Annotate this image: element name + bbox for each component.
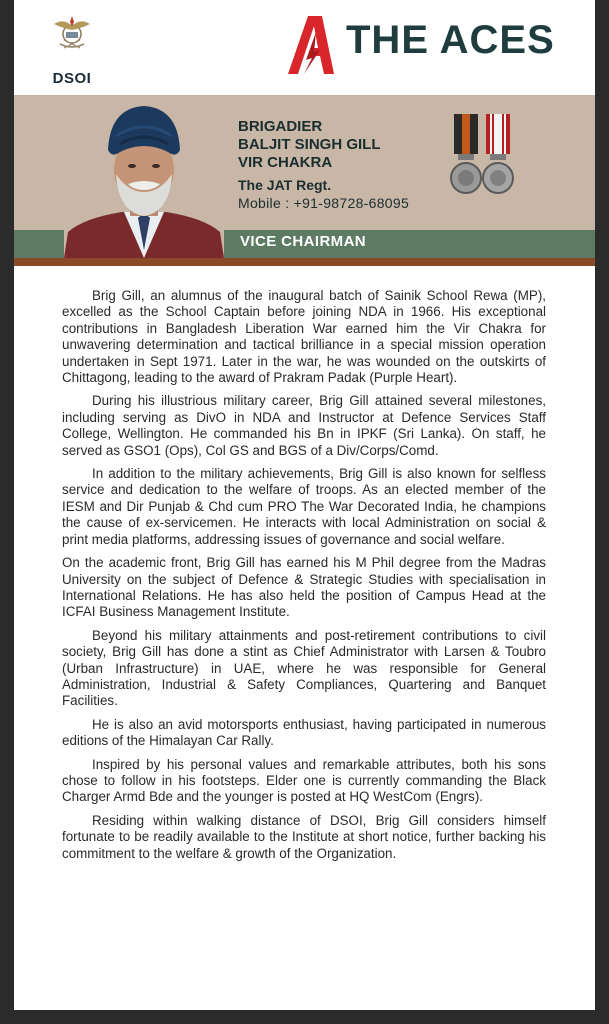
aces-a-logo-icon	[286, 14, 336, 76]
portrait-photo	[64, 100, 224, 258]
accent-divider	[14, 258, 595, 266]
biography-text	[62, 288, 546, 869]
bio-paragraph: During his illustrious military career, Brig Gill attained several milestones, including serving as DivO in NDA and Instructor at Defence Services Staff College, Wellington. He commanded his Bn in IPKF (Sri Lanka). On staff, he served as GSO1 (Ops), Col GS and BGS of a Div/Corps/Comd.	[62, 393, 546, 458]
role-title: VICE CHAIRMAN	[240, 233, 367, 250]
brand-title: THE ACES	[346, 18, 555, 62]
dsoi-logo	[42, 8, 102, 88]
bio-paragraph: On the academic front, Brig Gill has earned his M Phil degree from the Madras University on the subject of Defence & Strategic Studies with specialisation in International Relations. He has also held the position of Campus Head at the ICFAI Business Management Institute.	[62, 555, 546, 620]
bio-paragraph: Inspired by his personal values and remarkable attributes, both his sons chose to follow in his footsteps. Elder one is currently commanding the Black Charger Armd Bde and the younger is posted at HQ WestCom (Engrs).	[62, 756, 546, 805]
bottom-frame	[0, 1010, 609, 1024]
rank-name-block	[238, 118, 381, 172]
bio-paragraph: He is also an avid motorsports enthusiast, having participated in numerous editions of the Himalayan Car Rally.	[62, 716, 546, 749]
dsoi-label: DSOI	[52, 70, 92, 87]
bio-paragraph: Residing within walking distance of DSOI, Brig Gill considers himself fortunate to be readily available to the Institute at short notice, further backing his commitment to the welfare & growth of the Organization.	[62, 812, 546, 861]
bio-paragraph: Beyond his military attainments and post-retirement contributions to civil society, Brig Gill has done a stint as Chief Administrator with Larsen & Toubro (Urban Infrastructure) in UAE, where he was responsible for General Administration, Industrial & Safety Compliances, Quartering and Banquet Facilities.	[62, 627, 546, 709]
name-line: BALJIT SINGH GILL	[238, 136, 381, 153]
regiment-label: The JAT Regt.	[238, 177, 332, 193]
medals-icon	[450, 112, 516, 208]
dsoi-emblem-icon	[50, 10, 94, 54]
mobile-number: Mobile : +91-98728-68095	[238, 195, 410, 211]
rank-line: BRIGADIER	[238, 118, 323, 135]
bio-paragraph: In addition to the military achievements, Brig Gill is also known for selfless service and dedication to the welfare of troops. As an elected member of the IESM and Dir Punjab & Chd cum PRO The War Decorated India, he champions the cause of ex-servicemen. He interacts with local Administration on social & print media platforms, addressing issues of governance and social welfare.	[62, 466, 546, 547]
award-line: VIR CHAKRA	[238, 154, 333, 171]
bio-paragraph: Brig Gill, an alumnus of the inaugural batch of Sainik School Rewa (MP), excelled as the School Captain before joining NDA in 1966. His exceptional contributions in Bangladesh Liberation War earned him the Vir Chakra for unwavering determination and tactical brilliance in a special mission operation undertaken in Sept 1971. Later in the war, he was wounded on the outskirts of Chittagong, leading to the award of Prakram Padak (Purple Heart).	[62, 288, 546, 386]
profile-page	[14, 0, 595, 1010]
